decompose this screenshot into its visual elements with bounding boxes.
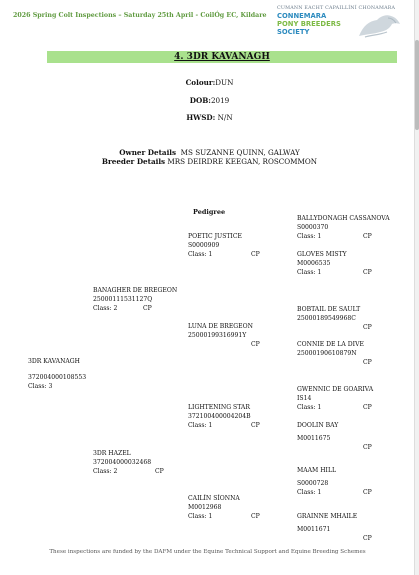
horse-cp: CP (363, 359, 372, 366)
horse-class: Class: 1 (188, 251, 213, 258)
horse-id: 25000199316991Y (188, 332, 247, 339)
dob-value: 2019 (210, 96, 230, 105)
colour-value: DUN (215, 78, 234, 87)
colour-label: Colour: (185, 78, 216, 87)
horse-id: 25000189549968C (297, 315, 356, 322)
horse-id: 25000111531127Q (93, 296, 153, 303)
horse-id: 372004000032468 (93, 459, 152, 466)
horse-id: S0000370 (297, 224, 329, 231)
pedigree-sire-sire (188, 232, 260, 259)
pedigree-dam-sire (188, 403, 260, 430)
funding-footer: These inspections are funded by the DAFM under the Equine Technical Support and Equine Breeding Schemes (49, 549, 366, 555)
logo-line-connemara: CONNEMARA (277, 12, 327, 20)
horse-class: Class: 1 (297, 489, 322, 496)
colour-row (0, 78, 419, 87)
pedigree-heading: Pedigree (193, 208, 226, 216)
horse-cp: CP (155, 468, 164, 475)
breeder-value: MRS DEIRDRE KEEGAN, ROSCOMMON (167, 157, 318, 166)
hwsd-row (0, 113, 419, 122)
page-title: 4. 3DR KAVANAGH (174, 52, 270, 62)
event-header: 2026 Spring Colt Inspections – Saturday 25th April - CoilÓg EC, Kildare (13, 12, 267, 19)
horse-name: GRAINNE MHAILE (297, 513, 358, 520)
logo-irish-name: CUMANN EACHT CAPAILLÍNÍ CHONAMARA (277, 6, 396, 11)
horse-cp: CP (251, 422, 260, 429)
horse-name: BANAGHER DE BREGEON (93, 287, 178, 294)
horse-id: M0011675 (297, 435, 331, 442)
pedigree-subject (28, 357, 86, 391)
horse-id: S0000728 (297, 480, 329, 487)
vertical-scrollbar[interactable] (414, 0, 419, 575)
horse-name: LIGHTENING STAR (188, 404, 250, 411)
horse-name: BOBTAIL DE SAULT (297, 306, 361, 313)
horse-class: Class: 2 (93, 305, 118, 312)
horse-name: DOOLIN BAY (297, 422, 339, 429)
pedigree-sss (297, 214, 390, 241)
horse-name: CONNIE DE LA DIVE (297, 341, 364, 348)
scrollbar-thumb[interactable] (415, 40, 419, 130)
pedigree-dds (297, 466, 372, 497)
horse-class: Class: 1 (188, 422, 213, 429)
society-logo (277, 13, 341, 36)
pedigree-sdd (297, 340, 372, 367)
horse-id: 372004000108553 (28, 374, 87, 381)
horse-class: Class: 1 (297, 404, 322, 411)
horse-id: 25000190610879N (297, 350, 357, 357)
horse-class: Class: 2 (93, 468, 118, 475)
pedigree-ssd (297, 250, 372, 277)
pedigree-dss (297, 385, 373, 412)
horse-cp: CP (143, 305, 152, 312)
pedigree-dam (93, 449, 164, 476)
pedigree-sire (93, 286, 177, 313)
title-banner (47, 51, 397, 63)
horse-name: BALLYDONAGH CASSANOVA (297, 215, 390, 222)
hwsd-label: HWSD: (186, 113, 216, 122)
horse-name: POETIC JUSTICE (188, 233, 242, 240)
horse-cp: CP (363, 324, 372, 331)
horse-id: IS14 (297, 395, 312, 402)
horse-cp: CP (251, 513, 260, 520)
pedigree-dam-dam (188, 494, 260, 521)
horse-cp: CP (363, 444, 372, 451)
pedigree-sds (297, 305, 372, 332)
pedigree-ddd (297, 512, 372, 543)
dob-label: DOB: (189, 96, 211, 105)
horse-cp: CP (251, 341, 260, 348)
horse-id: M0006535 (297, 260, 331, 267)
horse-id: M0011671 (297, 526, 331, 533)
horse-class: Class: 3 (28, 383, 53, 390)
horse-cp: CP (363, 535, 372, 542)
horse-id: S0000909 (188, 242, 220, 249)
owner-row (0, 148, 419, 157)
horse-cp: CP (251, 251, 260, 258)
horse-id: 372100400004204B (188, 413, 251, 420)
horse-name: 3DR KAVANAGH (28, 358, 80, 365)
horse-name: CAILÍN SÍONNA (188, 495, 240, 502)
breeder-label: Breeder Details (101, 157, 166, 166)
owner-label: Owner Details (119, 148, 177, 157)
horse-cp: CP (363, 233, 372, 240)
horse-class: Class: 1 (297, 233, 322, 240)
horse-cp: CP (363, 269, 372, 276)
dob-row (0, 96, 419, 105)
horse-name: GWENNIC DE GOARIVA (297, 386, 374, 393)
horse-id: M0012968 (188, 504, 222, 511)
logo-line-pony-breeders: PONY BREEDERS (277, 19, 341, 28)
horse-class: Class: 1 (188, 513, 213, 520)
horse-class: Class: 1 (297, 269, 322, 276)
pedigree-dsd (297, 421, 372, 452)
horse-logo-icon (355, 12, 405, 40)
horse-cp: CP (363, 404, 372, 411)
horse-name: LUNA DE BREGEON (188, 323, 253, 330)
horse-name: MAAM HILL (297, 467, 337, 474)
logo-line-society: SOCIETY (277, 27, 310, 36)
horse-cp: CP (363, 489, 372, 496)
hwsd-value: N/N (217, 113, 233, 122)
breeder-row (0, 157, 419, 166)
horse-name: GLOVES MISTY (297, 251, 347, 258)
pedigree-sire-dam (188, 322, 260, 349)
owner-value: MS SUZANNE QUINN, GALWAY (180, 148, 300, 157)
horse-name: 3DR HAZEL (93, 450, 131, 457)
